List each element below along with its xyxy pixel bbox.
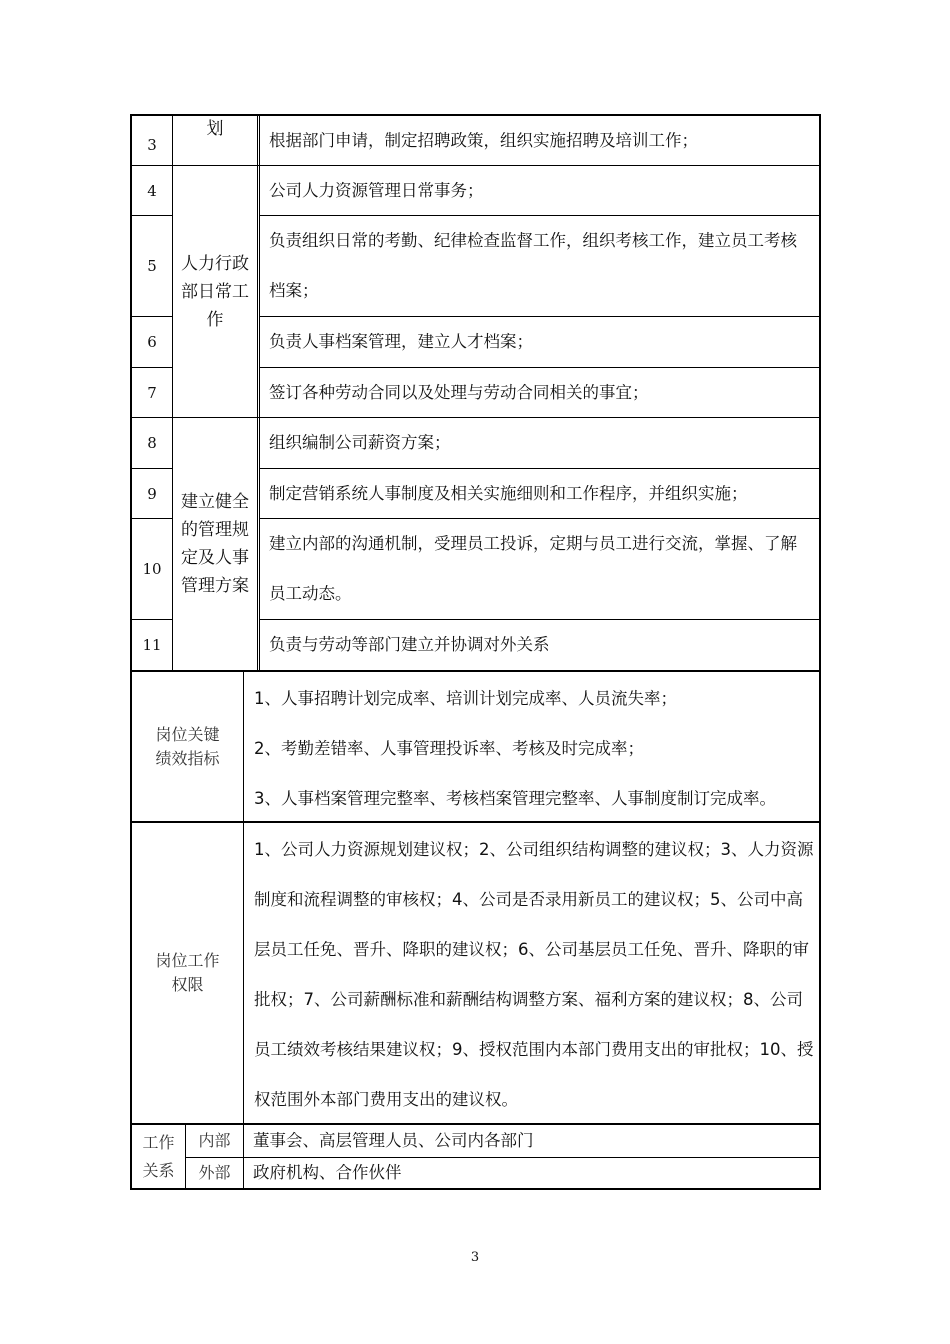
- duty-text: [260, 519, 819, 619]
- duty-text-line: 建立内部的沟通机制，受理员工投诉，定期与员工进行交流，掌握、了解: [269, 534, 797, 553]
- relations-label-line: 关系: [142, 1160, 175, 1180]
- relations-label: [132, 1125, 185, 1188]
- authority-line: 1、公司人力资源规划建议权；2、公司组织结构调整的建议权；3、人力资源: [254, 840, 814, 859]
- duty-number: 5: [147, 257, 157, 275]
- duty-text-line: 档案；: [269, 281, 319, 300]
- duty-category-line: 作: [206, 309, 224, 330]
- duty-category: 划: [206, 119, 224, 139]
- duty-category-line: 部日常工: [181, 281, 249, 302]
- duty-category: [173, 418, 257, 670]
- duty-category-line: 人力行政: [181, 253, 249, 274]
- authority-text: [244, 823, 819, 1123]
- kpi-item: 3、人事档案管理完整率、考核档案管理完整率、人事制度制订完成率。: [254, 789, 776, 808]
- duty-number: 9: [147, 484, 157, 503]
- duty-number: 4: [147, 181, 157, 200]
- external-label: 外部: [198, 1163, 231, 1182]
- duty-text: [260, 216, 819, 316]
- duty-text: 公司人力资源管理日常事务；: [269, 180, 484, 200]
- duty-number: 6: [147, 333, 157, 351]
- duty-category-line: 的管理规: [181, 520, 249, 540]
- duty-text: 组织编制公司薪资方案；: [269, 433, 451, 452]
- authority-line: 制度和流程调整的审核权；4、公司是否录用新员工的建议权；5、公司中高: [254, 890, 803, 909]
- kpi-item: 1、人事招聘计划完成率、培训计划完成率、人员流失率；: [254, 689, 677, 708]
- authority-line: 权范围外本部门费用支出的建议权。: [254, 1090, 518, 1109]
- table-border-bottom: [130, 1188, 821, 1190]
- duty-text: 负责与劳动等部门建立并协调对外关系: [269, 635, 550, 654]
- duty-text: 签订各种劳动合同以及处理与劳动合同相关的事宜；: [269, 382, 649, 402]
- authority-label-line: 权限: [171, 975, 204, 994]
- duty-number: 10: [142, 560, 162, 578]
- duty-number: 8: [147, 434, 157, 452]
- duty-category-line: 管理方案: [181, 576, 249, 596]
- duty-category: [173, 166, 257, 417]
- kpi-label-line: 绩效指标: [155, 748, 220, 768]
- duty-number: 3: [147, 135, 157, 154]
- authority-label-line: 岗位工作: [155, 951, 220, 970]
- kpi-item: 2、考勤差错率、人事管理投诉率、考核及时完成率；: [254, 739, 644, 758]
- kpi-label: [132, 672, 243, 821]
- internal-label: 内部: [198, 1131, 231, 1150]
- authority-line: 员工绩效考核结果建议权；9、授权范围内本部门费用支出的审批权；10、授: [254, 1040, 814, 1059]
- duty-text: 负责人事档案管理，建立人才档案；: [269, 332, 533, 351]
- relations-label-line: 工作: [142, 1132, 175, 1152]
- duty-text-line: 负责组织日常的考勤、纪律检查监督工作，组织考核工作，建立员工考核: [269, 231, 797, 250]
- table-border-right: [819, 114, 821, 1190]
- duty-text: 根据部门申请，制定招聘政策，组织实施招聘及培训工作；: [269, 130, 698, 150]
- duty-category-line: 定及人事: [181, 548, 249, 568]
- external-relations: 政府机构、合作伙伴: [253, 1163, 402, 1182]
- kpi-list: [244, 672, 819, 821]
- page-number: 3: [470, 1250, 480, 1265]
- kpi-label-line: 岗位关键: [155, 724, 220, 744]
- authority-label: [132, 823, 243, 1123]
- duty-category-line: 建立健全: [181, 492, 249, 512]
- authority-line: 批权；7、公司薪酬标准和薪酬结构调整方案、福利方案的建议权；8、公司: [254, 990, 803, 1009]
- authority-line: 层员工任免、晋升、降职的建议权；6、公司基层员工任免、晋升、降职的审: [254, 940, 809, 959]
- duty-number: 7: [147, 383, 157, 402]
- duty-text-line: 员工动态。: [269, 584, 352, 603]
- internal-relations: 董事会、高层管理人员、公司内各部门: [253, 1131, 534, 1150]
- duty-number: 11: [142, 636, 162, 654]
- grid-line: [257, 114, 258, 671]
- duty-text: 制定营销系统人事制度及相关实施细则和工作程序，并组织实施；: [269, 483, 748, 503]
